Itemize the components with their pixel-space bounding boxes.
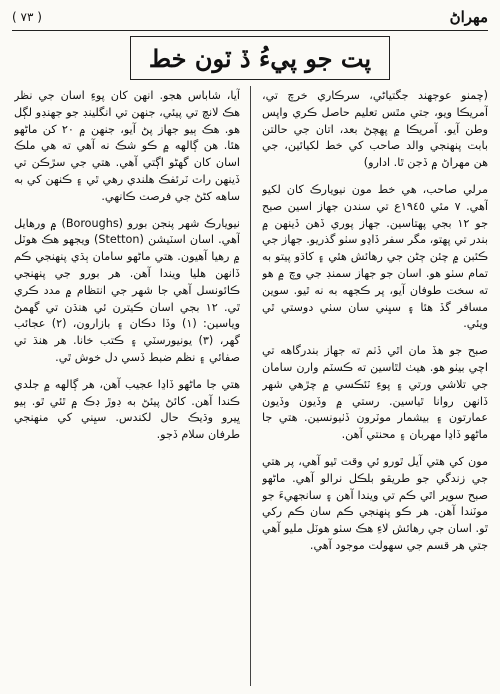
running-title: مهراڻ bbox=[449, 8, 488, 26]
article-title: پت جو پيءُ ڏ ٽون خط bbox=[148, 43, 372, 73]
left-column bbox=[14, 88, 240, 688]
header-rule bbox=[12, 30, 488, 31]
paragraph: مرلي صاحب، هي خط مون نيويارڪ کان لکيو آهي. ٧ مئي ١٩٤٥ع تي سندن جهاز اسين صبح جو ١٢ بجي پهتاسين. جهاز پوري ڏهن ڏينهن ۾ بندر تي پهتو، مگر سفر ڏاڍو سٺو گذريو. جهاز جي ڪئبن ۾ چئن ڄڻن جي رهائش هئي ۽ کاڌو پيتو به تمام سٺو هو. اسان جو جهاز سمنڊ جي وچ ۾ هو ته سخت طوفان آيو، پر ڪجهه به نه ٿيو. سوين مسافر گڏ هئا ۽ سڀني سان سٺي دوستي ٿي ويئي. bbox=[262, 182, 488, 331]
paragraph: هتي جا ماڻهو ڏاڍا عجيب آهن، هر ڳالهه ۾ جلدي ڪندا آهن. کائڻ پيئڻ به ڊوڙ ڊڪ ۾ ٿئي ٿو. ٻيو ڀيرو وڌيڪ حال لکندس. سڀني کي منهنجي طرفان سلام ڏجو. bbox=[14, 377, 240, 442]
intro-paragraph: (چمنو عوجهند جگتياڻي، سرڪاري خرچ تي، آمريڪا ويو، جتي مٿس تعليم حاصل ڪري واپس وطن آيو. آمريڪا ۾ پهچڻ بعد، اتان جي حالتن بابت پنهنجي والد صاحب کي خط لکيائين، جي هن مهراڻ ۾ ڏجن ٿا. ادارو) bbox=[262, 89, 488, 170]
paragraph: مون کي هتي آيل ٿورو ئي وقت ٿيو آهي، پر هتي جي زندگي جو طريقو بلڪل نرالو آهي. ماڻهو صبح سوير اٿي ڪم تي ويندا آهن ۽ سانجهيءَ جو موٽندا آهن. هر ڪو پنهنجي ڪم سان ڪم رکي ٿو. اسان جي رهائش لاءِ هڪ سٺو هوٽل مليو آهي جتي هر قسم جي سهولت موجود آهي. bbox=[262, 454, 488, 552]
paragraph: آيا، شاباس هجو. انهن کان پوءِ اسان جي نظر هڪ لانچ تي پيئي، جنهن تي انگلينڊ جو جهنڊو لڳل هو. هڪ ٻيو جهاز پڻ آيو، جنهن ۾ ٢٠ کن ماڻهو هئا. هن ڳالهه ۾ ڪو شڪ نه آهي ته هي ملڪ اسان کان گهڻو اڳتي آهي. هتي جي سڙڪن تي ڏينهن رات ٽرئفڪ هلندي رهي ٿي ۽ ڪنهن کي به ساهه کڻڻ جي فرصت ڪانهي. bbox=[14, 89, 240, 203]
right-column bbox=[262, 88, 488, 688]
page-number: ( ٧٣ ) bbox=[12, 10, 42, 24]
paragraph: نيويارڪ شهر پنجن بورو (Boroughs) ۾ ورهايل آهي. اسان اسٽيشن (Stetton) ويجهو هڪ هوٽل ۾ رهيا آهيون. هتي ماڻهو سامان ٻڌي پنهنجي ڪم ڏانهن هليا ويندا آهن. هر بورو جي پنهنجي ڪائونسل آهي جا شهر جي انتظام ۾ مدد ڪري ٿي. ١٢ بجي اسان ڪيترن ئي هنڌن تي گهمڻ وياسين: (١) وڏا دڪان ۽ بازارون، (٢) عجائب گهر، (٣) يونيورسٽي ۽ ڪتب خانا. هر هنڌ تي صفائي ۽ نظم ضبط ڏسي دل خوش ٿي. bbox=[14, 216, 240, 364]
paragraph: صبح جو هڏ مان اٿي ڏٺم ته جهاز بندرگاهه تي اچي بيٺو هو. هيٺ لٿاسين ته ڪسٽم وارن سامان جي تلاشي ورتي ۽ پوءِ ٽئڪسي ۾ چڙهي شهر ڏانهن روانا ٿياسين. رستي ۾ وڏيون وڏيون عمارتون ۽ بيشمار موٽرون ڏٺيونسين. هتي جا ماڻهو ڏاڍا مهربان ۽ محنتي آهن. bbox=[262, 344, 488, 442]
page-header bbox=[12, 4, 488, 30]
column-divider bbox=[250, 86, 251, 686]
article-title-box bbox=[130, 36, 390, 80]
